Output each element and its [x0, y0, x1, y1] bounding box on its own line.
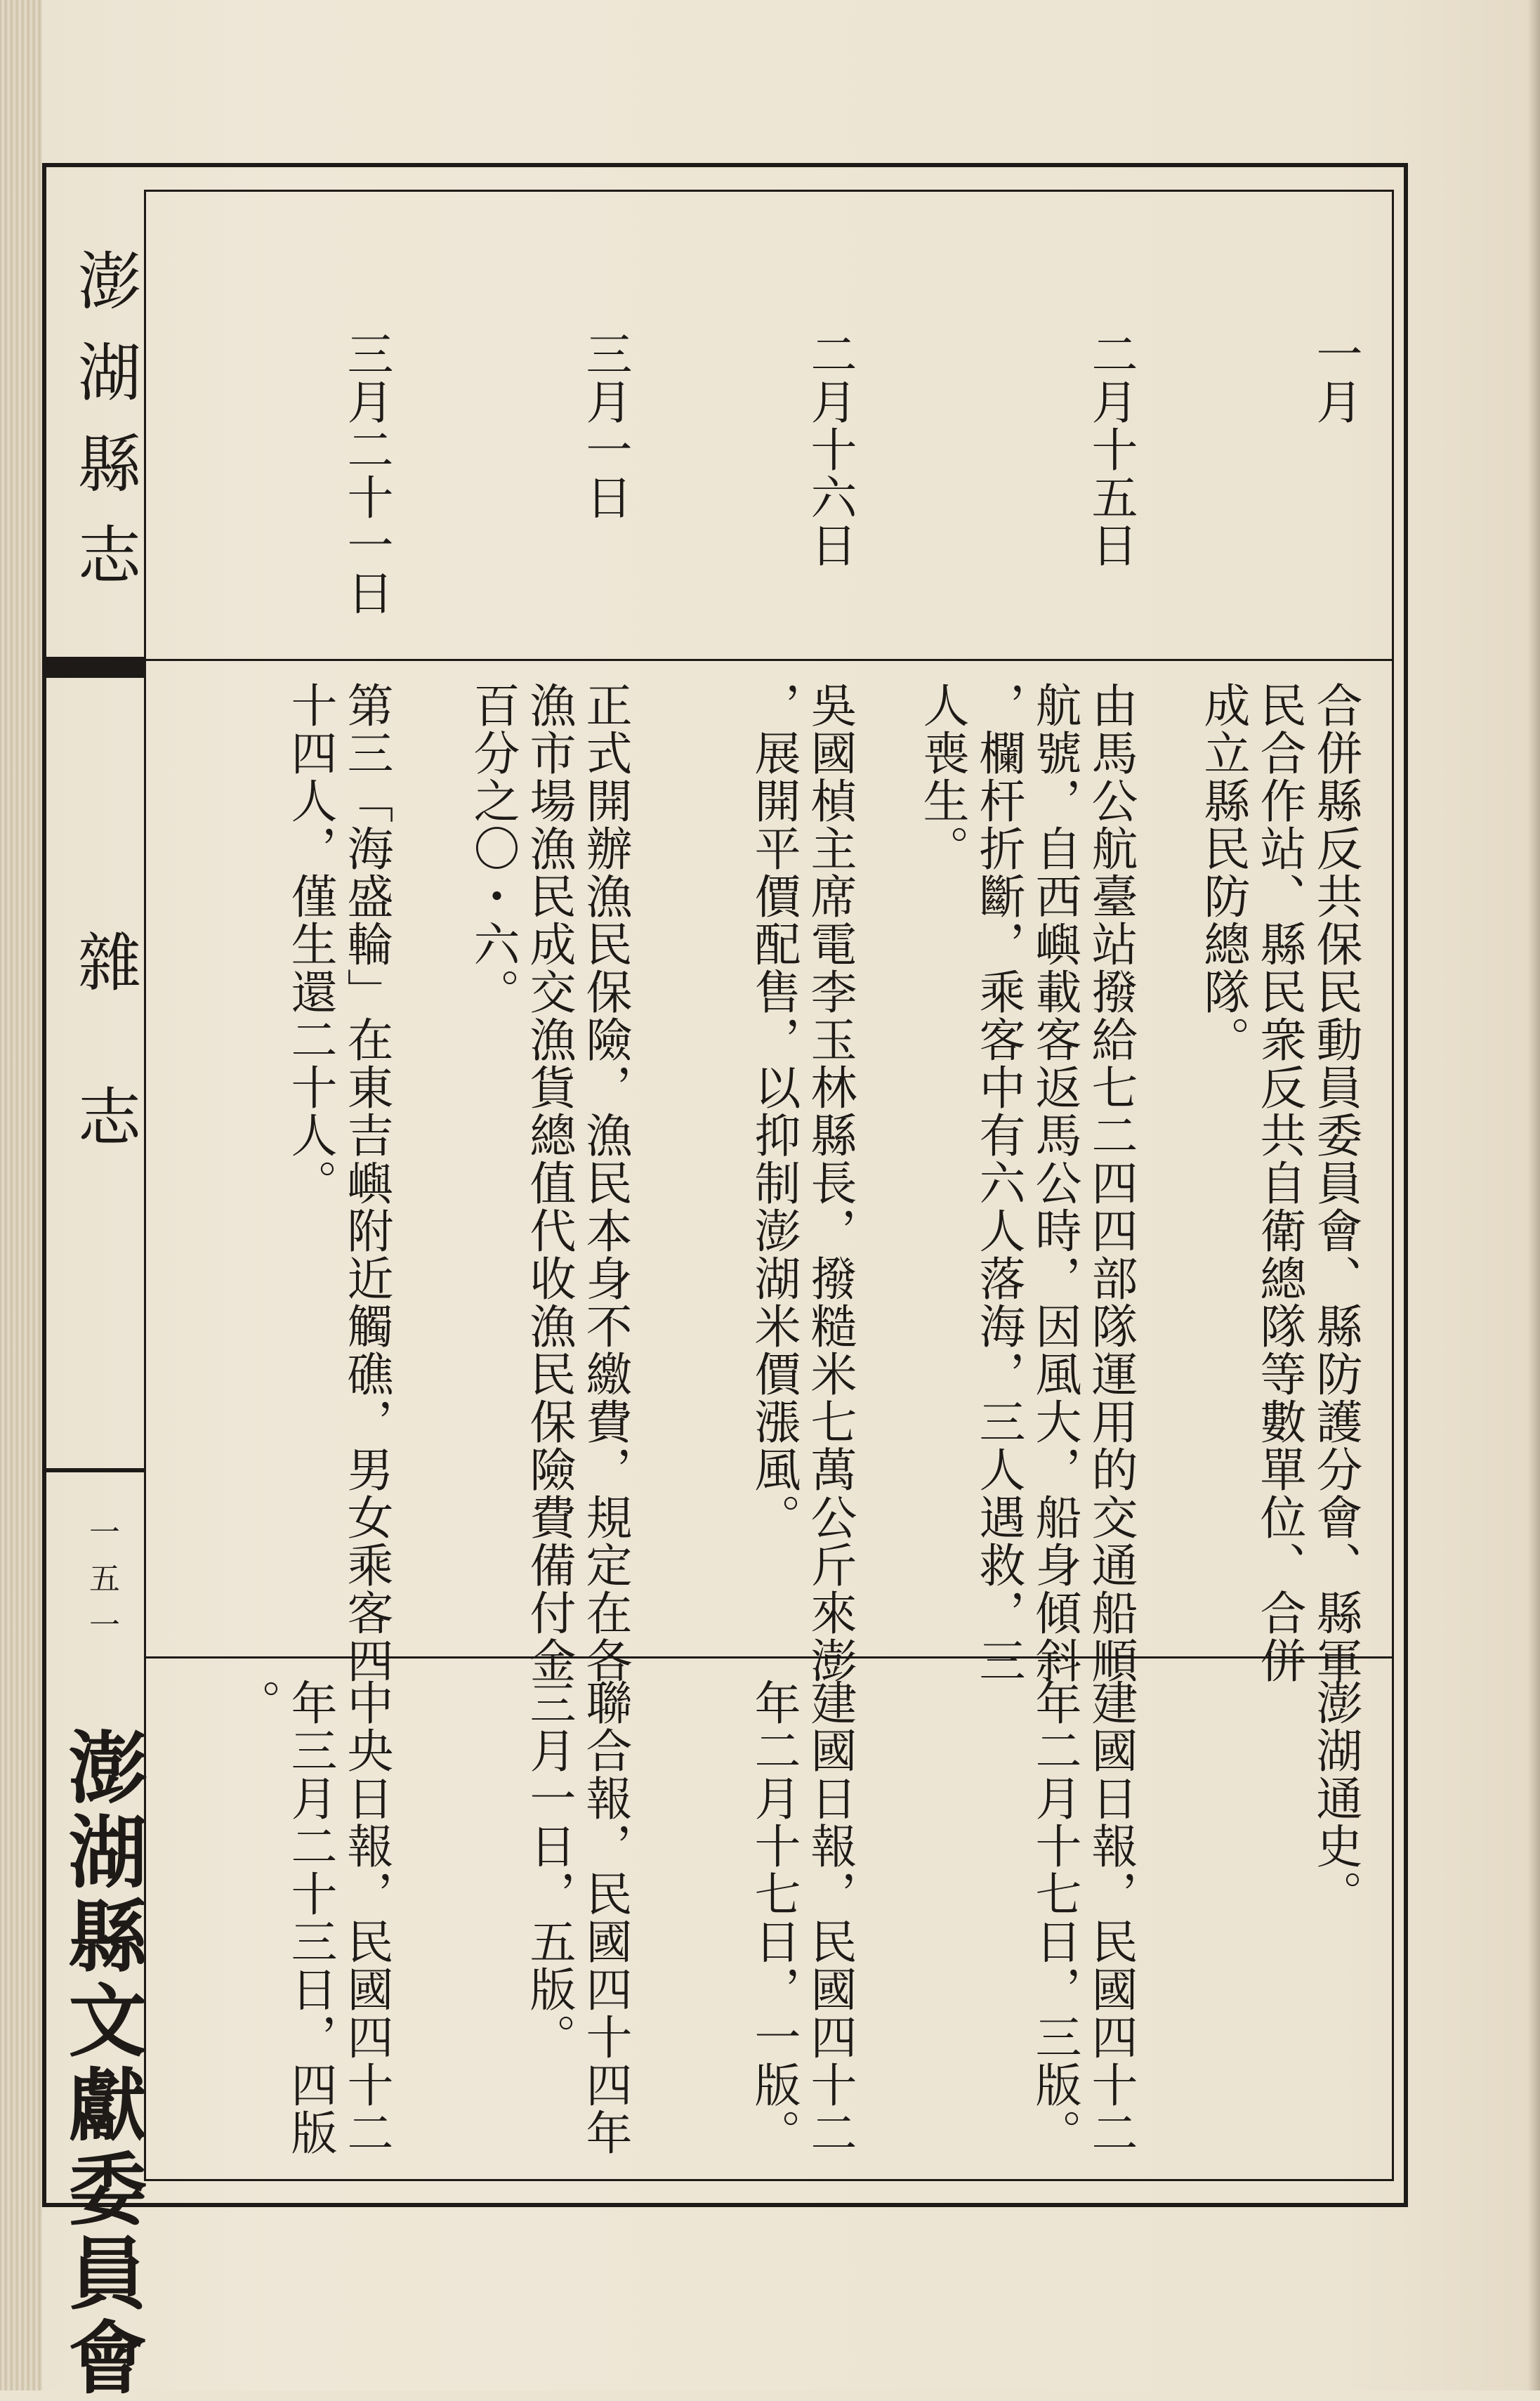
- section-title: 雜志: [67, 929, 140, 1238]
- entry-source-line: 建國日報，民國四十二: [803, 1679, 857, 2157]
- entry-source-line: 三月一日，五版。: [522, 1679, 576, 2061]
- side-margin-column: [42, 167, 147, 2401]
- entry-text-line: 十四人，僅生還二十人。: [283, 681, 337, 1207]
- entry-date: 二月十五日: [1084, 330, 1138, 569]
- entry-source-line: 。: [227, 1679, 281, 1727]
- entry-date: 三月一日: [578, 330, 632, 521]
- entry-text-line: 民合作站、縣民衆反共自衛總隊等數單位、合併: [1252, 681, 1306, 1684]
- entry-text-line: 吳國楨主席電李玉林縣長，撥糙米七萬公斤來澎: [803, 681, 857, 1684]
- page-edge-shadow: [1527, 0, 1540, 2390]
- entry-text-line: 人喪生。: [915, 681, 969, 872]
- publisher-name: 澎湖縣文獻委員會: [55, 1727, 147, 2401]
- page-number: 一五一: [84, 1516, 119, 1655]
- entry-source-line: 聯合報，民國四十四年: [578, 1679, 632, 2157]
- entry-text-line: 漁市場漁民成交漁貨總值代收漁民保險費備付金: [522, 681, 576, 1684]
- entry-text-line: 正式開辦漁民保險，漁民本身不繳費，規定在各: [578, 681, 632, 1684]
- entry-text-line: ，欄杆折斷，乘客中有六人落海，三人遇救，三: [971, 681, 1025, 1684]
- entry-text-line: 第三「海盛輪」在東吉嶼附近觸礁，男女乘客四: [339, 681, 393, 1684]
- fishtail-mark-top: [42, 657, 144, 678]
- source-column-divider: [144, 1656, 1394, 1659]
- entry-text-line: ，展開平價配售，以抑制澎湖米價漲風。: [746, 681, 801, 1541]
- book-title: 澎湖縣志: [67, 248, 140, 613]
- entry-source-line: 年三月二十三日，四版: [283, 1679, 337, 2157]
- entry-text-line: 百分之〇・六。: [466, 681, 520, 1016]
- entry-source-line: 年二月十七日，一版。: [746, 1679, 801, 2157]
- entry-source-line: 建國日報，民國四十二: [1084, 1679, 1138, 2157]
- entry-text-line: 航號，自西嶼載客返馬公時，因風大，船身傾斜: [1027, 681, 1081, 1684]
- fishtail-mark-bottom: [42, 1468, 144, 1472]
- entry-source-line: 中央日報，民國四十二: [339, 1679, 393, 2157]
- entry-text-line: 由馬公航臺站撥給七二四四部隊運用的交通船順: [1084, 681, 1138, 1684]
- entry-text-line: 合併縣反共保民動員委員會、縣防護分會、縣軍: [1308, 681, 1362, 1684]
- entry-date: 二月十六日: [803, 330, 857, 569]
- entry-text-line: 成立縣民防總隊。: [1196, 681, 1250, 1064]
- entry-source-line: 年二月十七日，三版。: [1027, 1679, 1081, 2157]
- entry-date: 一月: [1308, 330, 1362, 426]
- entry-date: 三月二十一日: [339, 330, 393, 617]
- book-spine-edge: [0, 0, 42, 2390]
- date-column-divider: [144, 659, 1394, 661]
- entry-source-line: 澎湖通史。: [1308, 1679, 1362, 1918]
